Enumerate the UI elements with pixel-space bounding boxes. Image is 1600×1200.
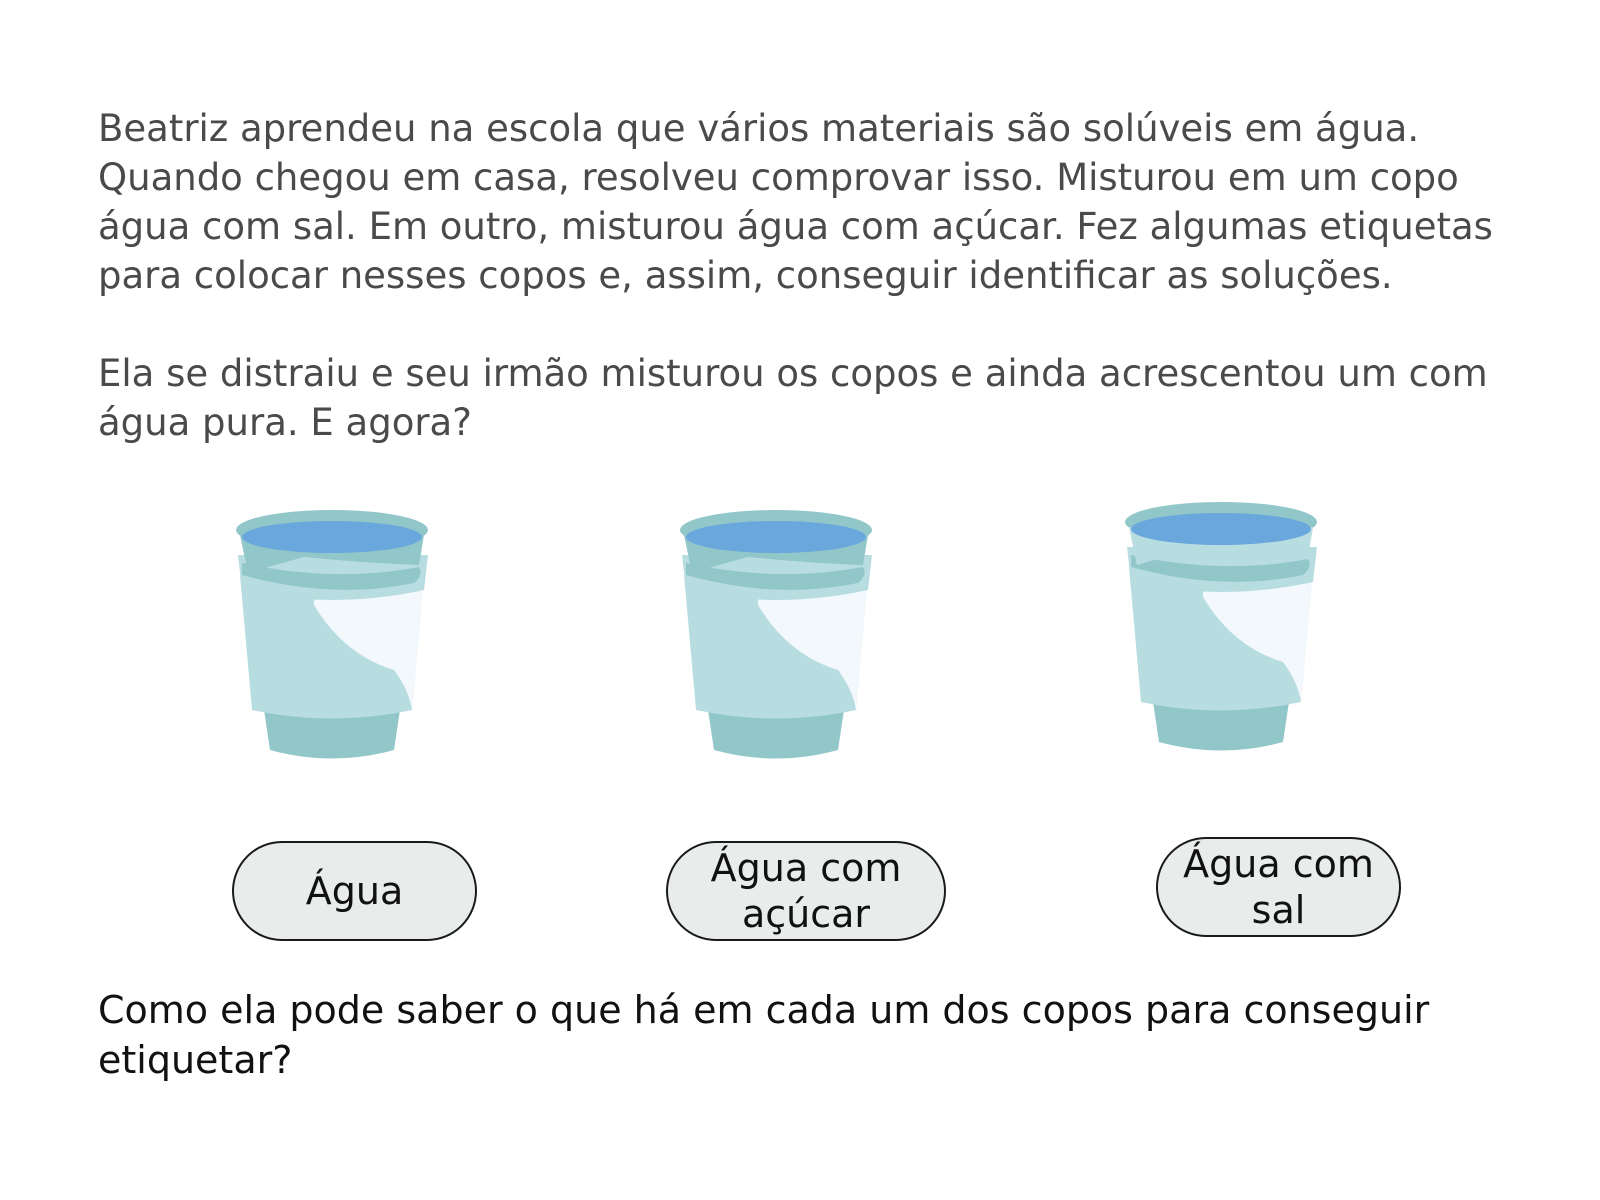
water-cup-icon	[234, 505, 434, 775]
water-cup-icon	[678, 505, 878, 775]
intro-paragraph-1: Beatriz aprendeu na escola que vários materiais são solúveis em água. Quando chegou em casa, resolveu comprovar isso. Misturou em um copo água com sal. Em outro, misturou água com açúcar. Fez algumas etiquetas para colocar nesses copos e, assim, conseguir identificar as soluções.	[98, 107, 1493, 297]
label-agua-com-sal[interactable]: Água com sal	[1156, 837, 1401, 937]
intro-paragraph-2: Ela se distraiu e seu irmão misturou os copos e ainda acrescentou um com água pura. E agora?	[98, 352, 1488, 444]
question-text: Como ela pode saber o que há em cada um dos copos para conseguir etiquetar?	[98, 988, 1430, 1082]
water-cup-icon	[1123, 497, 1323, 767]
label-agua-com-acucar[interactable]: Água com açúcar	[666, 841, 946, 941]
label-agua[interactable]: Água	[232, 841, 477, 941]
intro-text	[98, 104, 1518, 447]
